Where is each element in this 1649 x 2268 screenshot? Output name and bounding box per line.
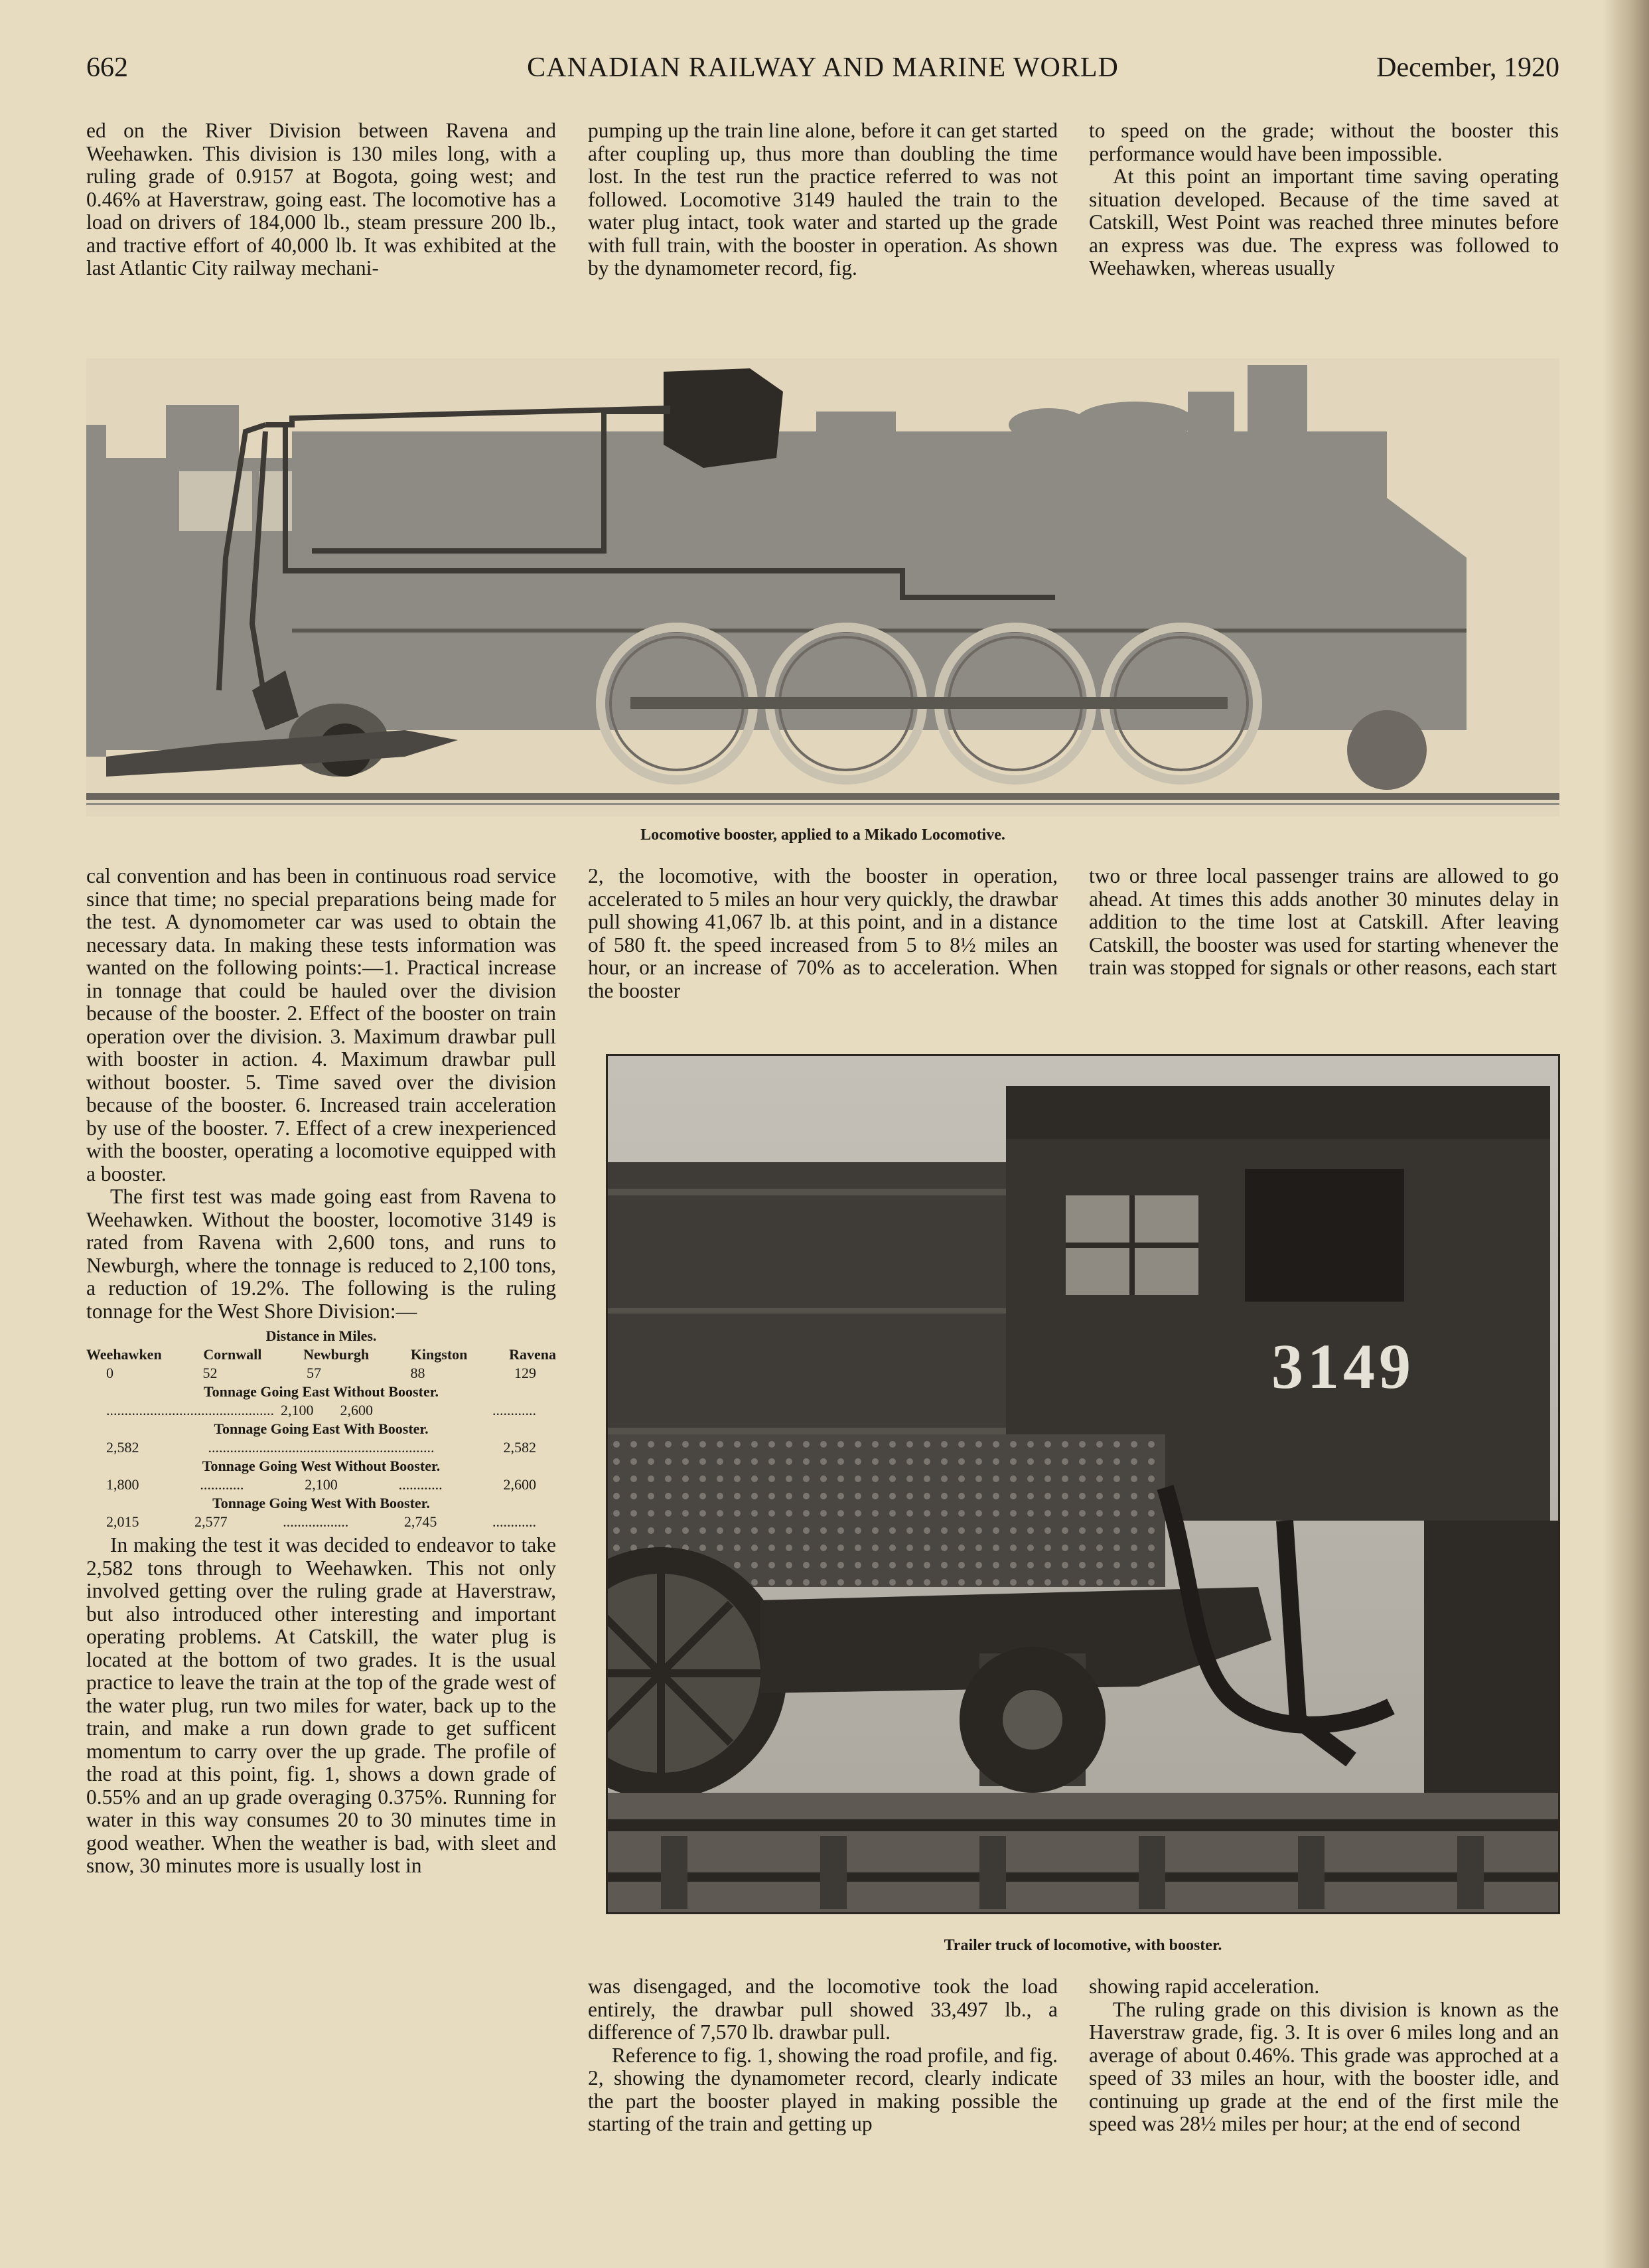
paragraph: ed on the River Division between Ravena and Weehawken. This division is 130 miles long, with a ruling grade of 0.9157 at Bogota, going west; and 0.46% at Haverstraw, going east. The locomotive has a load on drivers of 184,000 lb., steam pressure 200 lb., and tractive effort of 40,000 lb. It was exhibited at the last Atlantic City railway mechani- <box>86 119 556 279</box>
trailer-truck-photo <box>608 1056 1558 1912</box>
figure-1-caption: Locomotive booster, applied to a Mikado Locomotive. <box>640 826 1005 844</box>
station-name: Kingston <box>410 1346 468 1363</box>
paragraph: Reference to fig. 1, showing the road profile, and fig. 2, showing the dynamometer record, clearly indicate the part the booster played in making possible the starting of the train and getting up <box>588 2043 1058 2135</box>
cell: 2,100 <box>305 1476 338 1493</box>
cell: ............ <box>200 1476 244 1493</box>
paragraph: In making the test it was decided to endeavor to take 2,582 tons through to Weehawken. This not only involved getting over the ruling grade at Haverstraw, but also introduced other interesting and important operating problems. At Catskill, the water plug is located at the bottom of two grades. It is the usual practice to leave the train at the top of the grade west of the water plug, run two miles for water, back up to the train, and make a run down grade to get sufficent momentum to carry over the up grade. The profile of the road at this point, fig. 1, shows a down grade of 0.55% and an up grade overaging 0.375%. Running for water in this way consumes 20 to 30 minutes time in good weather. When the weather is bad, with sleet and snow, 30 minutes more is usually lost in <box>86 1533 556 1877</box>
tonnage-row <box>86 1438 556 1457</box>
paragraph: was disengaged, and the locomotive took the load entirely, the drawbar pull showed 33,497 lb., a difference of 7,570 lb. drawbar pull. <box>588 1975 1058 2044</box>
station-name: Cornwall <box>203 1346 262 1363</box>
mile-value: 129 <box>514 1365 536 1381</box>
figure-locomotive-booster <box>86 358 1559 816</box>
mile-value: 52 <box>202 1365 218 1381</box>
figure-2-caption: Trailer truck of locomotive, with booster. <box>944 1937 1222 1954</box>
page-spine-shadow <box>1603 0 1649 2268</box>
cab-number: 3149 <box>1271 1331 1415 1402</box>
tonnage-row <box>86 1401 556 1420</box>
station-name: Ravena <box>509 1346 556 1363</box>
cell: 2,582 <box>106 1439 139 1456</box>
left-column <box>86 865 556 1878</box>
station-name: Weehawken <box>86 1346 162 1363</box>
cell: .............................................................. <box>208 1439 435 1456</box>
section-title: Tonnage Going East Without Booster. <box>204 1383 439 1400</box>
top-column-1 <box>86 119 556 280</box>
cell: 2,100 <box>281 1402 314 1418</box>
running-header <box>86 52 1559 98</box>
bottom-column-2 <box>588 1975 1058 2136</box>
paragraph: pumping up the train line alone, before it can get started after coupling up, thus more than doubling the time lost. In the test run the practice referred to was not followed. Locomotive 3149 hauled the train to the water plug intact, took water and started up the grade with full train, with the booster in operation. As shown by the dynamometer record, fig. <box>588 119 1058 279</box>
paragraph: showing rapid acceleration. <box>1089 1975 1320 1998</box>
mile-value: 57 <box>307 1365 321 1381</box>
section-title: Tonnage Going West Without Booster. <box>202 1458 441 1474</box>
station-row <box>86 1345 556 1364</box>
cell: 1,800 <box>106 1476 139 1493</box>
mile-value: 88 <box>410 1365 425 1381</box>
cell: .................. <box>283 1513 349 1530</box>
tonnage-row <box>86 1513 556 1531</box>
cell: 2,600 <box>503 1476 536 1493</box>
cell: ............ <box>492 1513 536 1530</box>
table-title: Distance in Miles. <box>265 1327 377 1344</box>
issue-date: December, 1920 <box>1376 52 1559 83</box>
paragraph: to speed on the grade; without the booster this performance would have been impossible. <box>1089 119 1559 165</box>
tonnage-row <box>86 1475 556 1494</box>
paragraph: The first test was made going east from Ravena to Weehawken. Without the booster, locomotive 3149 is rated from Ravena with 2,600 tons, and runs to Newburgh, where the tonnage is reduced to 2,100 tons, a reduction of 19.2%. The following is the ruling tonnage for the West Shore Division:— <box>86 1185 556 1323</box>
cell: .............................................. <box>106 1402 274 1418</box>
paragraph: At this point an important time saving operating situation developed. Because of the time saved at Catskill, West Point was reached three minutes before an express was due. The express was followed to Weehawken, whereas usually <box>1089 165 1559 279</box>
page-number: 662 <box>86 52 128 83</box>
station-name: Newburgh <box>303 1346 370 1363</box>
figure-trailer-truck-photo <box>606 1054 1560 1914</box>
middle-column-2 <box>588 865 1058 1002</box>
paragraph: cal convention and has been in continuous road service since that time; no special preparations being made for the test. A dynomometer car was used to obtain the necessary data. In making these tests information was wanted on the following points:—1. Practical increase in tonnage that could be hauled over the division because of the booster. 2. Effect of the booster on train operation over the division. 3. Maximum drawbar pull with booster in action. 4. Maximum drawbar pull without booster. 5. Time saved over the division because of the booster. 6. Increased train acceleration by use of the booster. 7. Effect of a crew inexperienced with the booster, operating a locomotive equipped with a booster. <box>86 864 556 1185</box>
top-column-2 <box>588 119 1058 280</box>
cell: 2,577 <box>194 1513 228 1530</box>
bottom-column-3 <box>1089 1975 1559 2136</box>
miles-row <box>86 1364 556 1383</box>
mile-value: 0 <box>106 1365 113 1381</box>
paragraph: two or three local passenger trains are allowed to go ahead. At times this adds another 30 minutes delay in addition to the time lost at Catskill. After leaving Catskill, the booster was used for starting whenever the train was stopped for signals or other reasons, each start <box>1089 864 1559 979</box>
paragraph: 2, the locomotive, with the booster in operation, accelerated to 5 miles an hour very quickly, the drawbar pull showing 41,067 lb. at this point, and in a distance of 580 ft. the speed increased from 5 to 8½ miles an hour, or an increase of 70% as to acceleration. When the booster <box>588 864 1058 1002</box>
paragraph: The ruling grade on this division is known as the Haverstraw grade, fig. 3. It is over 6 miles long and an average of about 0.46%. This grade was approched at a speed of 33 miles an hour, with the booster idle, and continuing up grade at the end of the first mile the speed was 28½ miles per hour; at the end of second <box>1089 1997 1559 2135</box>
cell: 2,600 <box>340 1402 373 1418</box>
cell: ............ <box>492 1402 536 1418</box>
section-title: Tonnage Going East With Booster. <box>214 1420 429 1437</box>
locomotive-diagram <box>86 358 1559 816</box>
cell: 2,745 <box>403 1513 437 1530</box>
section-title: Tonnage Going West With Booster. <box>212 1495 430 1511</box>
publication-title: CANADIAN RAILWAY AND MARINE WORLD <box>527 52 1119 83</box>
cell: 2,015 <box>106 1513 139 1530</box>
tonnage-table <box>86 1327 556 1531</box>
cell: 2,582 <box>503 1439 536 1456</box>
cell: ............ <box>398 1476 443 1493</box>
middle-column-3 <box>1089 865 1559 980</box>
top-column-3 <box>1089 119 1559 280</box>
